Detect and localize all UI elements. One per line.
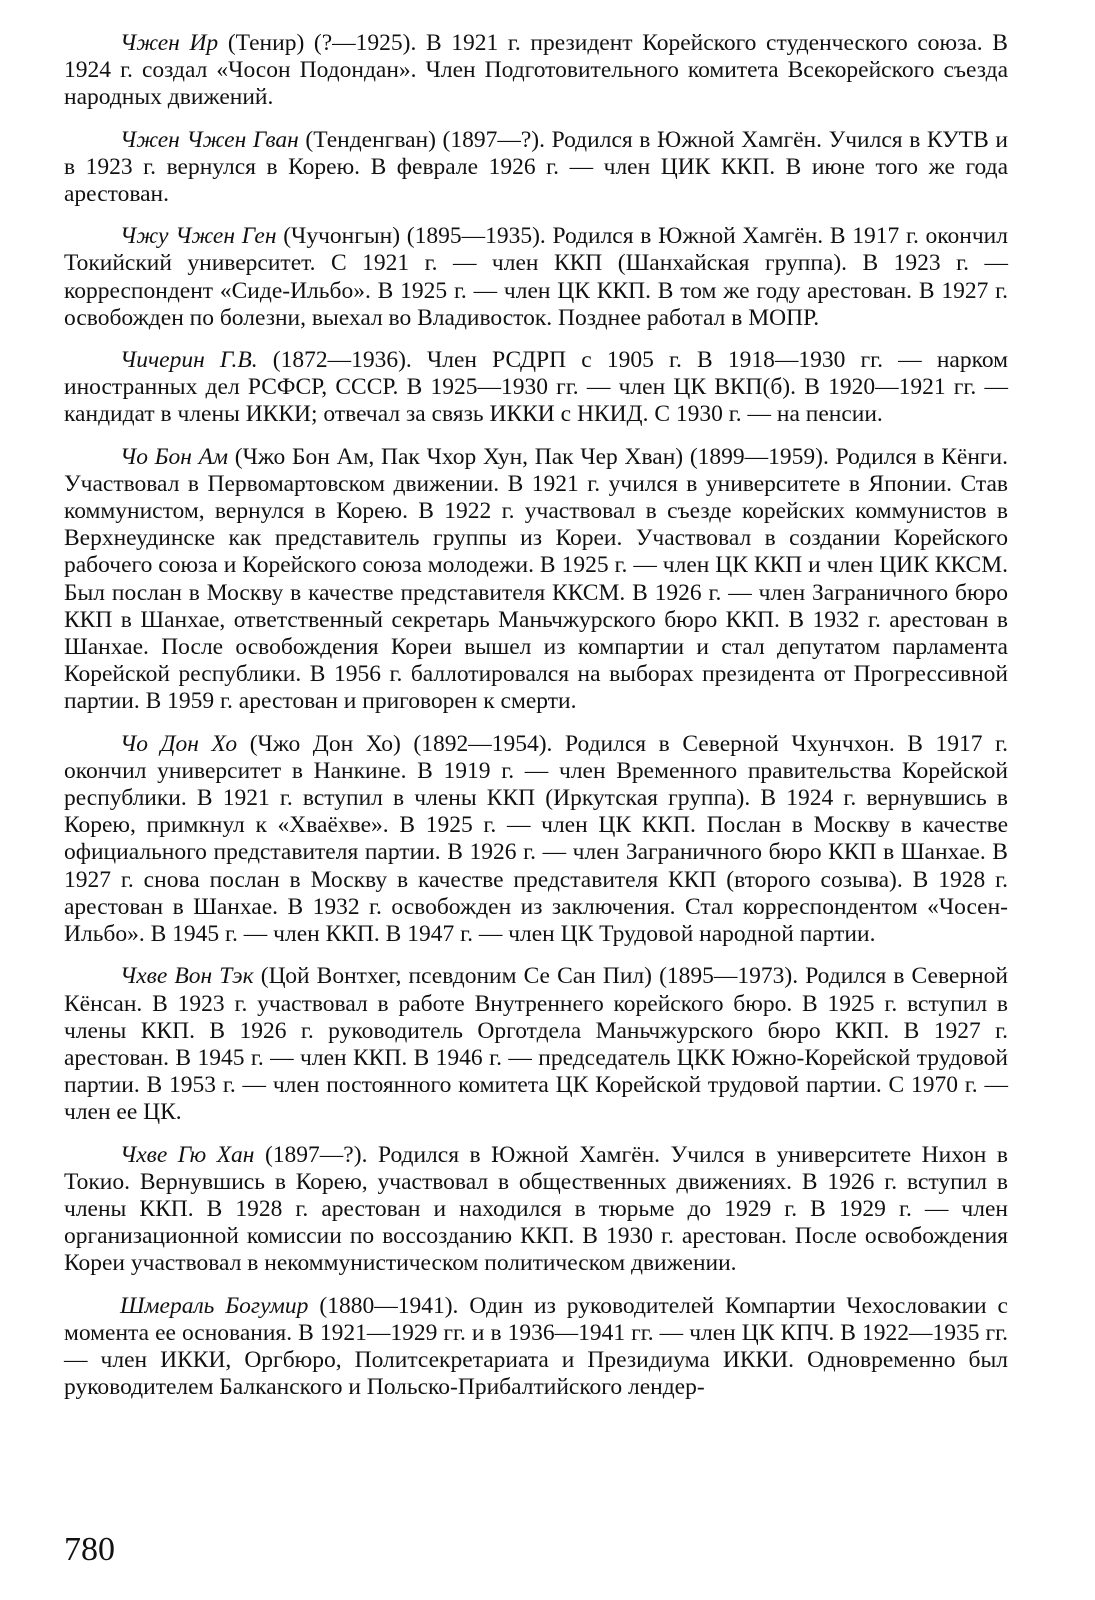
entry-name: Чичерин Г.В. (120, 347, 258, 374)
entry-name: Чжен Чжен Гван (120, 126, 299, 153)
entry-chzhen-chzhen-gvan (64, 127, 1008, 209)
entry-text: (Цой Вонтхег, псевдоним Се Сан Пил) (1895—1973). Родился в Северной Кёнсан. В 1923 г. участвовал в работе Внутреннего корейского бюро. В 1925 г. вступил в члены ККП. В 1926 г. руководитель Орготдела Маньчжурского бюро ККП. В 1927 г. арестован. В 1945 г. — член ККП. В 1946 г. — председатель ЦКК Южно-Корейской трудовой партии. В 1953 г. — член постоянного комитета ЦК Корейской трудовой партии. С 1970 г. — член ее ЦК. (64, 963, 1008, 1126)
entry-chkhve-von-tek (64, 963, 1008, 1126)
entry-shmeral-bogumir (64, 1293, 1008, 1402)
entry-text: (Чжо Бон Ам, Пак Чхор Хун, Пак Чер Хван) (1899—1959). Родился в Кёнги. Участвовал в Первомартовском движении. В 1921 г. учился в университете в Японии. Став коммунистом, вернулся в Корею. В 1922 г. участвовал в съезде корейских коммунистов в Верхнеудинске как представитель группы из Кореи. Участвовал в создании Корейского рабочего союза и Корейского союза молодежи. В 1925 г. — член ЦК ККП и член ЦИК ККСМ. Был послан в Москву в качестве представителя ККСМ. В 1926 г. — член Заграничного бюро ККП в Шанхае, ответственный секретарь Маньчжурского бюро ККП. В 1932 г. арестован в Шанхае. После освобождения Кореи вышел из компартии и стал депутатом парламента Корейской республики. В 1956 г. баллотировался на выборах президента от Прогрессивной партии. В 1959 г. арестован и приговорен к смерти. (64, 443, 1009, 715)
entry-chicherin (64, 347, 1008, 429)
entry-name: Чхве Гю Хан (120, 1141, 255, 1168)
entry-name: Чжу Чжен Ген (120, 223, 277, 250)
entry-text: (1872—1936). Член РСДРП с 1905 г. В 1918—1930 гг. — нарком иностранных дел РСФСР, СССР. В 1925—1930 гг. — член ЦК ВКП(б). В 1920—1921 гг. — кандидат в члены ИККИ; отвечал за связь ИККИ с НКИД. С 1930 г. — на пенсии. (64, 347, 1008, 428)
entry-text: (Тенир) (?—1925). В 1921 г. президент Корейского студенческого союза. В 1924 г. создал «Чосон Подондан». Член Подготовительного комитета Всекорейского съезда народных движений. (64, 30, 1008, 111)
entry-cho-bon-am (64, 444, 1008, 716)
page-number: 780 (64, 1531, 115, 1568)
entry-name: Шмераль Богумир (120, 1292, 309, 1319)
entry-name: Чжен Ир (120, 30, 219, 56)
entry-name: Чхве Вон Тэк (120, 963, 254, 990)
entry-text: (1897—?). Родился в Южной Хамгён. Учился в университете Нихон в Токио. Вернувшись в Корею, участвовал в общественных движениях. В 1926 г. вступил в члены ККП. В 1928 г. арестован и находился в тюрьме до 1929 г. В 1929 г. — член организационной комиссии по воссозданию ККП. В 1930 г. арестован. После освобождения Кореи участвовал в некоммунистическом политическом движении. (64, 1141, 1008, 1277)
entry-chzhen-ir (64, 30, 1008, 112)
entry-chkhve-gyu-khan (64, 1142, 1008, 1278)
entry-text: (Чжо Дон Хо) (1892—1954). Родился в Северной Чхунчхон. В 1917 г. окончил университет в Нанкине. В 1919 г. — член Временного правительства Корейской республики. В 1921 г. вступил в члены ККП (Иркутская группа). В 1924 г. вернувшись в Корею, примкнул к «Хваёхве». В 1925 г. — член ЦК ККП. Послан в Москву в качестве официального представителя партии. В 1926 г. — член Заграничного бюро ККП в Шанхае. В 1927 г. снова послан в Москву в качестве представителя ККП (второго созыва). В 1928 г. арестован в Шанхае. В 1932 г. освобожден из заключения. Стал корреспондентом «Чосен-Ильбо». В 1945 г. — член ККП. В 1947 г. — член ЦК Трудовой народной партии. (64, 730, 1009, 948)
entry-text: (1880—1941). Один из руководителей Компартии Чехословакии с момента ее основания. В 1921—1929 гг. и в 1936—1941 гг. — член ЦК КПЧ. В 1922—1935 гг. — член ИККИ, Оргбюро, Политсекретариата и Президиума ИККИ. Одновременно был руководителем Балканского и Польско-Прибалтийского лендер- (64, 1292, 1008, 1401)
entry-text: (Чучонгын) (1895—1935). Родился в Южной Хамгён. В 1917 г. окончил Токийский университет. С 1921 г. — член ККП (Шанхайская группа). В 1923 г. — корреспондент «Сиде-Ильбо». В 1925 г. — член ЦК ККП. В том же году арестован. В 1927 г. освобожден по болезни, выехал во Владивосток. Позднее работал в МОПР. (64, 223, 1008, 331)
entry-name: Чо Дон Хо (120, 730, 238, 757)
entry-chzhu-chzhen-gen (64, 223, 1008, 332)
entry-cho-don-kho (64, 731, 1008, 949)
document-page (64, 30, 1008, 1416)
entry-name: Чо Бон Ам (120, 443, 229, 470)
entry-text: (Тенденгван) (1897—?). Родился в Южной Хамгён. Учился в КУТВ и в 1923 г. вернулся в Корею. В феврале 1926 г. — член ЦИК ККП. В июне того же года арестован. (64, 126, 1008, 208)
